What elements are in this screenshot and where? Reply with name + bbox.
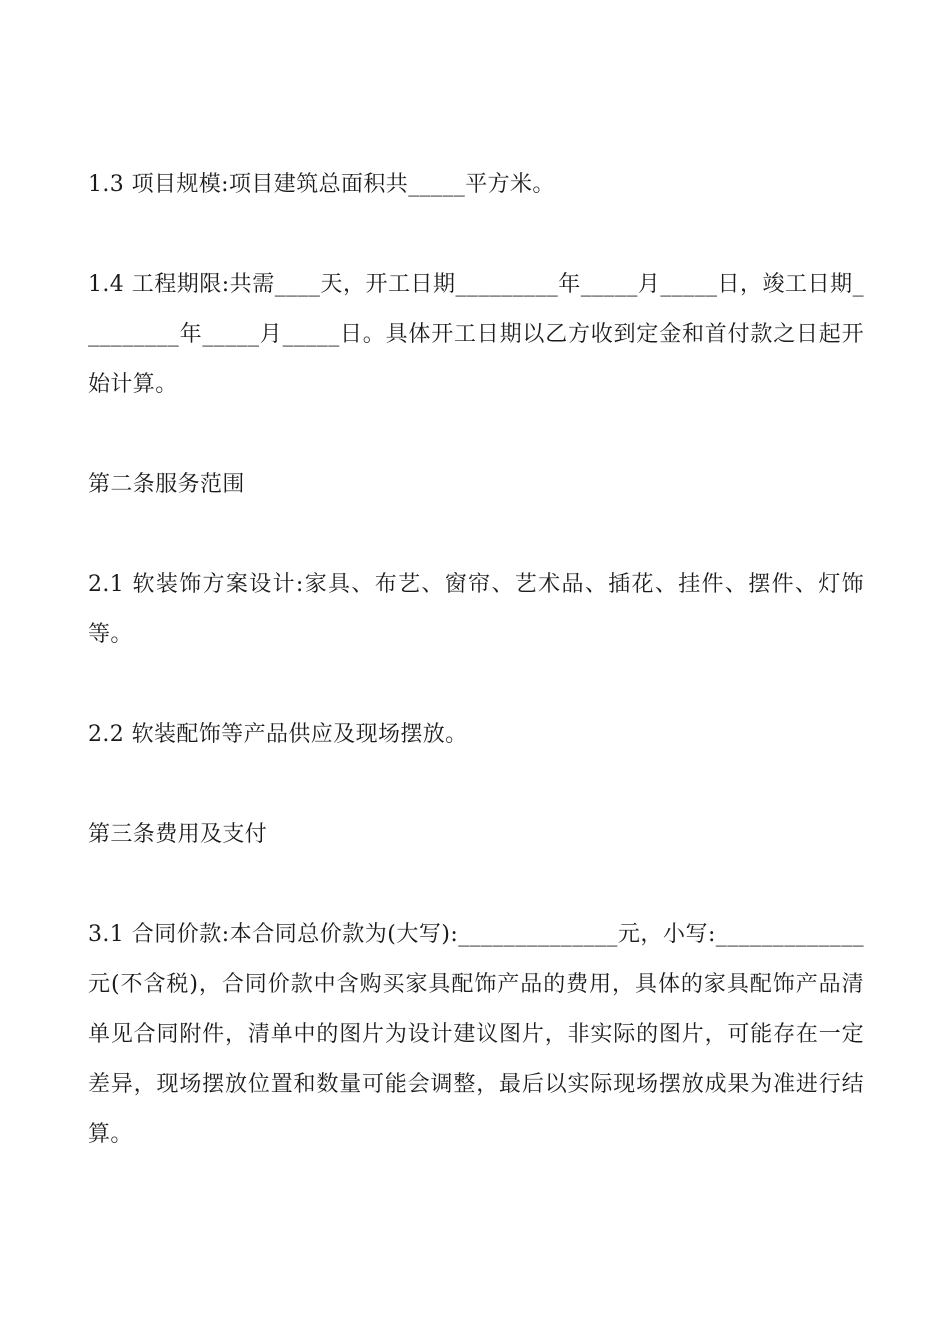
paragraph-spacer xyxy=(88,210,864,260)
clause-3-1-contract-price: 3.1 合同价款:本合同总价款为(大写):______________元，小写:_____________元(不含税)，合同价款中含购买家具配饰产品的费用，具体的家具配饰产品清单见合同附件，清单中的图片为设计建议图片，非实际的图片，可能存在一定差异，现场摆放位置和数量可能会调整，最后以实际现场摆放成果为准进行结算。 xyxy=(88,922,864,1147)
clause-1-4-project-duration: 1.4 工程期限:共需____天，开工日期_________年_____月_____日，竣工日期_________年_____月_____日。具体开工日期以乙方收到定金和首付款之日起开始计算。 xyxy=(88,272,864,397)
paragraph-spacer xyxy=(88,760,864,810)
document-page xyxy=(88,160,864,1160)
paragraph-spacer xyxy=(88,860,864,910)
clause-1-3-project-scale: 1.3 项目规模:项目建筑总面积共_____平方米。 xyxy=(88,172,555,197)
clause-2-1-design-scope: 2.1 软装饰方案设计:家具、布艺、窗帘、艺术品、插花、挂件、摆件、灯饰等。 xyxy=(88,572,864,647)
paragraph-spacer xyxy=(88,410,864,460)
paragraph-spacer xyxy=(88,510,864,560)
section-2-heading: 第二条服务范围 xyxy=(88,472,245,497)
section-3-heading: 第三条费用及支付 xyxy=(88,822,268,847)
clause-2-2-supply-and-placement: 2.2 软装配饰等产品供应及现场摆放。 xyxy=(88,722,468,747)
paragraph-spacer xyxy=(88,660,864,710)
